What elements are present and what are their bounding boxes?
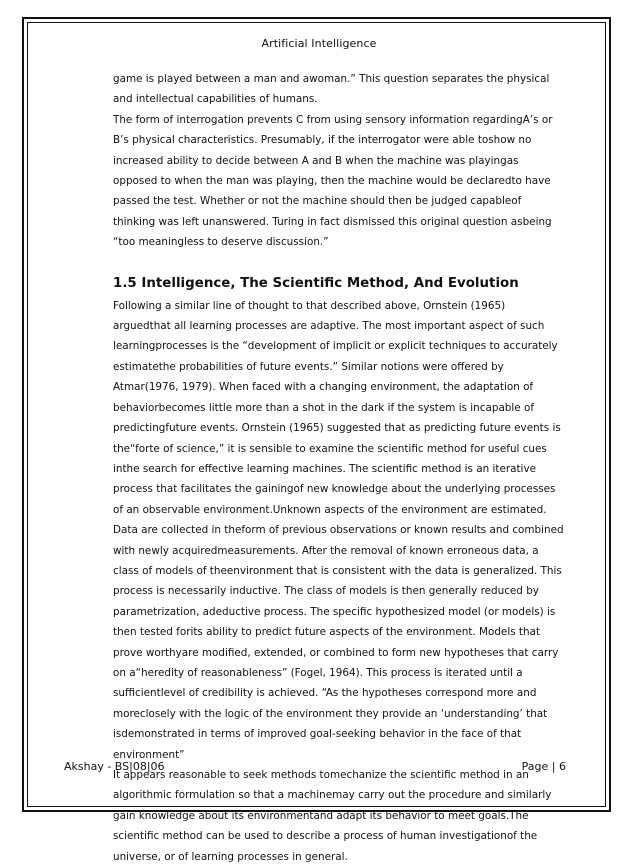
body-paragraph-1: game is played between a man and awoman.” This question separates the physical and intellectual capabilities of humans. xyxy=(113,73,550,106)
body-paragraph-2: The form of interrogation prevents C from using sensory information regardingA’s or B’s physical characteristics. Presumably, if the interrogator were able toshow no increased ability to decide between A and B when the machine was playingas opposed to when the man was playing, then the machine would be declaredto have passed the test. Whether or not the machine should then be judged capableof thinking was left unanswered. Turing in fact dismissed this original question asbeing “too meaningless to deserve discussion.” xyxy=(113,113,553,249)
body-paragraph-4: It appears reasonable to seek methods tomechanize the scientific method in an algorithmic formulation so that a machinemay carry out the procedure and similarly gain knowledge about its environmentand adapt its behavior to meet goals.The scientific method can be used to describe a process of human investigationof the universe, or of learning processes in general. xyxy=(113,769,552,863)
page-body xyxy=(113,69,565,867)
running-header: Artificial Intelligence xyxy=(261,37,377,50)
body-paragraph-3: Following a similar line of thought to that described above, Ornstein (1965) arguedthat all learning processes are adaptive. The most important aspect of such learningprocesses is the “development of implicit or explicit techniques to accurately estimatethe probabilities of future events.” Similar notions were offered by Atmar(1976, 1979). When faced with a changing environment, the adaptation of behaviorbecomes little more than a shot in the dark if the system is incapable of predictingfuture events. Ornstein (1965) suggested that as predicting future events is the“forte of science,” it is sensible to examine the scientific method for useful cues inthe search for effective learning machines. The scientific method is an iterative process that facilitates the gainingof new knowledge about the underlying processes of an observable environment.Unknown aspects of the environment are estimated. Data are collected in theform of previous observations or known results and combined with newly acquiredmeasurements. After the removal of known erroneous data, a class of models of theenvironment that is consistent with the data is generalized. This process is necessarily inductive. The class of models is then generally reduced by parametrization, adeductive process. The specific hypothesized model (or models) is then tested forits ability to predict future aspects of the environment. Models that prove worthyare modified, extended, or combined to form new hypotheses that carry on a“heredity of reasonableness” (Fogel, 1964). This process is iterated until a sufficientlevel of credibility is achieved. “As the hypotheses correspond more and moreclosely with the logic of the environment they provide an ‘understanding’ that isdemonstrated in terms of improved goal-seeking behavior in the face of that environment” xyxy=(113,299,564,761)
section-heading: 1.5 Intelligence, The Scientific Method, And Evolution xyxy=(113,275,519,291)
footer-page-number: Page | 6 xyxy=(521,760,566,773)
footer-author: Akshay - BS|08|06 xyxy=(64,760,165,773)
